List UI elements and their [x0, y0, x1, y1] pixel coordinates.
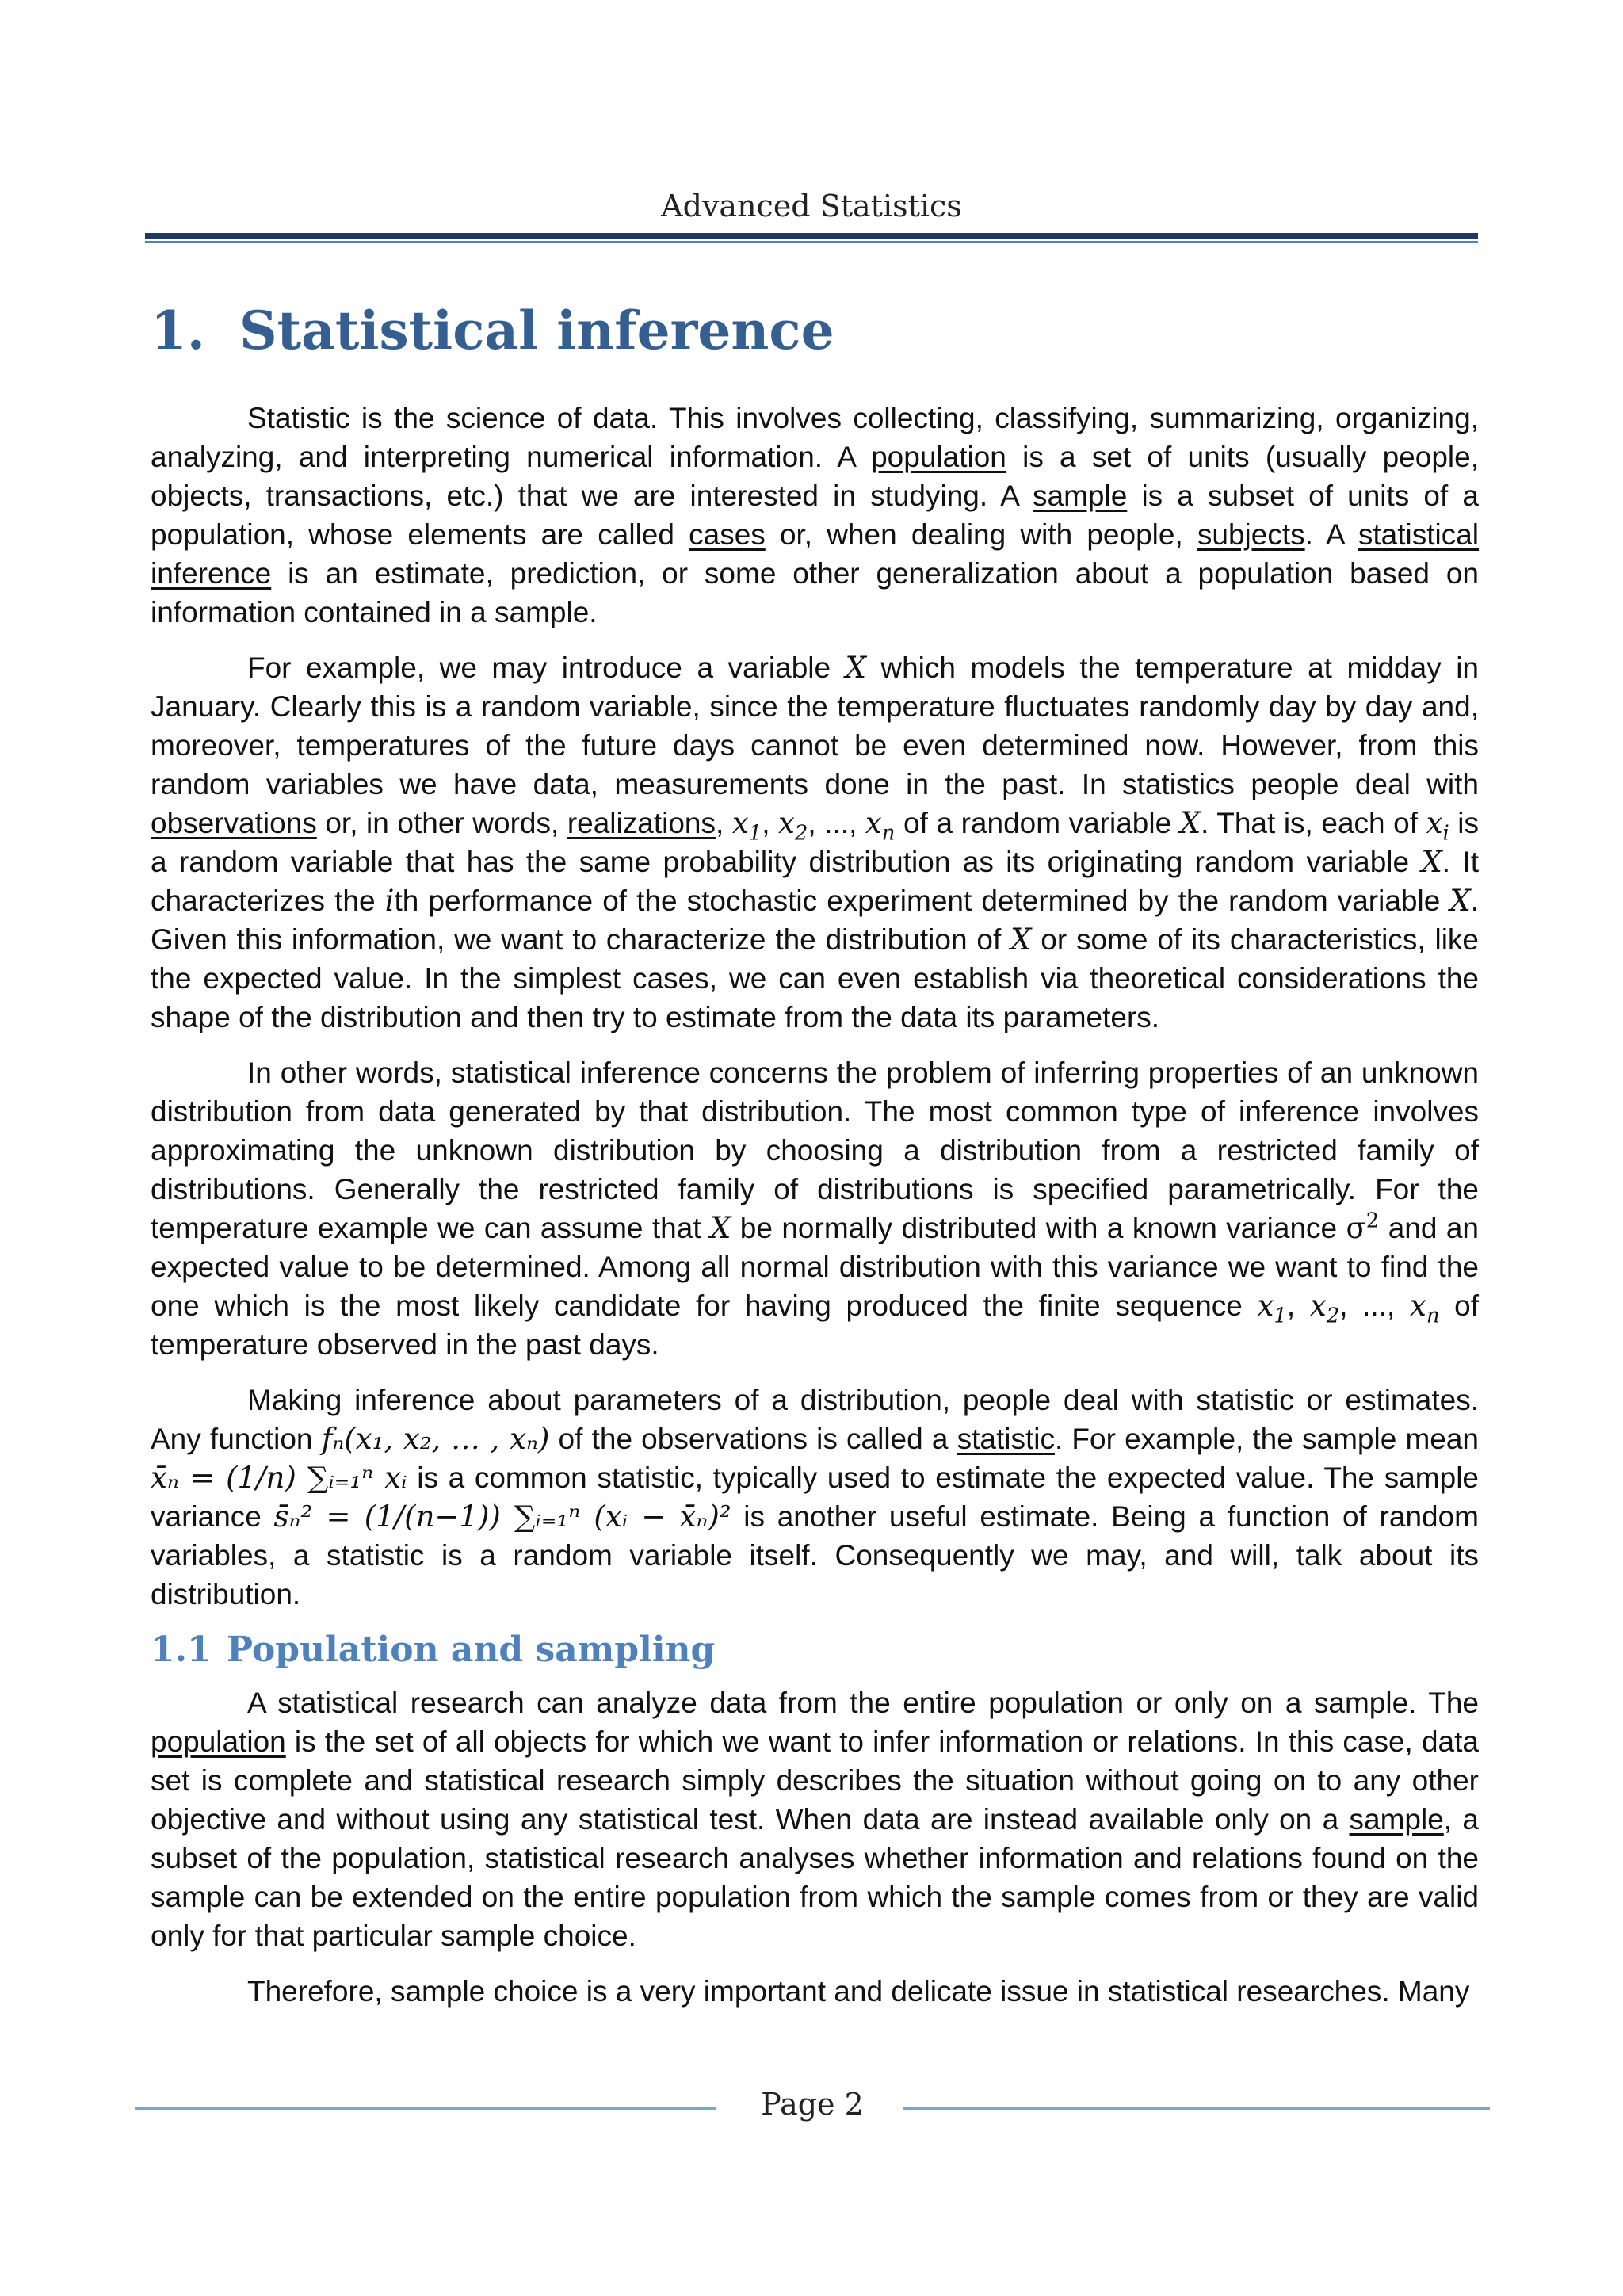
header-rule	[145, 233, 1478, 244]
section-heading	[151, 1630, 1479, 1669]
header-rule-thin	[145, 241, 1478, 243]
text: of a random variable	[895, 807, 1180, 839]
term-observations: observations	[151, 807, 317, 839]
text: or, when dealing with people,	[765, 518, 1197, 551]
math-sample-mean: x̄ₙ = (1/n) ∑ᵢ₌₁ⁿ xᵢ	[151, 1461, 407, 1495]
text: A statistical research can analyze data from the entire population or only on a sample. The	[247, 1687, 1479, 1719]
chapter-number: 1.	[151, 300, 205, 361]
math-xn: $x_n$	[1409, 1289, 1440, 1328]
paragraph-3: In other words, statistical inference concerns the problem of inferring properties of an unknown distribution from data generated by that distribution. The most common type of inference involves approximating the unknown distribution by choosing a distribution from a restricted family of distributions. Generally the restricted family of distributions is specified parametrically. For the temperature example we can assume that X be normally distributed with a known variance $\sigma^2$ and an expected value to be determined. Among all normal distribution with this variance we want to find the one which is the most likely candidate for having produced the finite sequence $x_1$, $x_2$, ..., $x_n$ of temperature observed in the past days.	[151, 1056, 1480, 1361]
term-statistical-inference: statistical inference	[151, 518, 1479, 590]
math-x2: $x_2$	[778, 806, 808, 846]
math-X: X	[1421, 845, 1442, 879]
text: ,	[715, 807, 732, 839]
chapter-title: Statistical inference	[239, 300, 834, 361]
paragraph-4	[151, 1381, 1479, 1614]
page-footer	[135, 2087, 1490, 2134]
running-header: Advanced Statistics	[661, 189, 962, 223]
ellipsis: ...	[1362, 1289, 1387, 1322]
text: or some of its characteristics, like the expected value. In the simplest cases, we can even establish via theoretical considerations the shape of the distribution and then try to estimate from the data its parameters.	[151, 923, 1480, 1033]
text: is a common statistic, typically used to estimate the expected value. The sample variance	[151, 1461, 1480, 1533]
paragraph-1	[151, 399, 1479, 632]
math-X: X	[710, 1211, 731, 1245]
text: . That is, each of	[1201, 807, 1426, 839]
text: th performance of the stochastic experiment determined by the random variable	[394, 884, 1450, 917]
text: which models the temperature at midday in January. Clearly this is a random variable, since the temperature fluctuates randomly day by day and, moreover, temperatures of the future days cannot be even determined now. However, from this random variables we have data, measurements done in the past. In statistics people deal with	[151, 651, 1479, 800]
section-title: Population and sampling	[227, 1629, 716, 1670]
text: Therefore, sample choice is a very important and delicate issue in statistical researches. Many	[247, 1975, 1470, 2008]
text: Making inference about parameters of a distribution, people deal with statistic or estimates. Any function	[151, 1384, 1479, 1455]
math-function-fn: fₙ(x₁, x₂, … , xₙ)	[321, 1422, 550, 1456]
text: of the observations is called a	[549, 1423, 957, 1455]
text: be normally distributed with a known variance	[731, 1212, 1346, 1244]
text: In other words, statistical inference concerns the problem of inferring properties of an unknown distribution from data generated by that distribution. The most common type of inference involves approximating the unknown distribution by choosing a distribution from a restricted family of distributions. Generally the restricted family of distributions is specified parametrically. For the temperature example we can assume that	[151, 1056, 1479, 1244]
text: For example, we may introduce a variable	[247, 651, 846, 684]
math-x1: $x_1$	[1257, 1289, 1287, 1328]
text: or, in other words,	[316, 807, 567, 839]
math-X: X	[845, 651, 866, 685]
header-rule-thick	[145, 233, 1478, 239]
math-X: X	[1179, 806, 1201, 840]
term-sample: sample	[1349, 1803, 1444, 1836]
math-X: X	[1010, 923, 1032, 957]
ellipsis: ...	[824, 807, 850, 839]
text: of temperature observed in the past days.	[151, 1289, 1480, 1361]
text: and an expected value to be determined. Among all normal distribution with this variance we want to find the one which is the most likely candidate for having produced the finite sequence	[151, 1212, 1479, 1322]
text: Statistic is the science of data. This involves collecting, classifying, summarizing, organizing, analyzing, and interpreting numerical information. A	[151, 402, 1479, 473]
term-population: population	[151, 1725, 286, 1758]
math-X: X	[1449, 884, 1471, 918]
math-x2: $x_2$	[1309, 1289, 1340, 1328]
text: . Given this information, we want to characterize the distribution of	[151, 884, 1479, 956]
math-xi: $x_i$	[1426, 806, 1449, 846]
text: is a subset of units of a population, whose elements are called	[151, 479, 1479, 551]
term-population: population	[871, 441, 1006, 473]
page-number: Page 2	[761, 2087, 864, 2122]
section-number: 1.1	[151, 1629, 212, 1670]
math-sample-variance: s̄ₙ² = (1/(n−1)) ∑ᵢ₌₁ⁿ (xᵢ − x̄ₙ)²	[273, 1499, 731, 1534]
body-text	[151, 399, 1479, 2027]
text: is another useful estimate. Being a function of random variables, a statistic is a random variable itself. Consequently we may, and will, talk about its distribution.	[151, 1500, 1479, 1610]
text: is a random variable that has the same probability distribution as its originating random variable	[151, 807, 1480, 878]
text: is the set of all objects for which we want to infer information or relations. In this case, data set is complete and statistical research simply describes the situation without going on to any other objective and without using any statistical test. When data are instead available only on a	[151, 1725, 1479, 1836]
math-sigma-squared: $\sigma^2$	[1346, 1209, 1380, 1245]
math-i: i	[384, 884, 395, 918]
math-xn: $x_n$	[865, 806, 896, 846]
paragraph-6	[151, 1972, 1479, 2011]
term-realizations: realizations	[567, 807, 716, 839]
text: , a subset of the population, statistical research analyses whether information and relations found on the sample can be extended on the entire population from which the sample comes from or they are valid only for that particular sample choice.	[151, 1803, 1479, 1952]
text: . For example, the sample mean	[1054, 1423, 1479, 1455]
text: . A	[1304, 518, 1358, 551]
paragraph-2: For example, we may introduce a variable X which models the temperature at midday in January. Clearly this is a random variable, since the temperature fluctuates randomly day by day and, moreover, temperatures of the future days cannot be even determined now. However, from this random variables we have data, measurements done in the past. In statistics people deal with observations or, in other words, realizations, $x_1$, $x_2$, ..., $x_n$ of a random variable X. That is, each of $x_i$ is a random variable that has the same probability distribution as its originating random variable X. It characterizes the ith performance of the stochastic experiment determined by the random variable X. Given this information, we want to characterize the distribution of X or some of its characteristics, like the expected value. In the simplest cases, we can even establish via theoretical considerations the shape of the distribution and then try to estimate from the data its parameters.	[151, 651, 1480, 1033]
term-sample: sample	[1033, 479, 1128, 512]
term-cases: cases	[689, 518, 766, 551]
text: is a set of units (usually people, objects, transactions, etc.) that we are interested in studying. A	[151, 441, 1479, 512]
paragraph-5	[151, 1683, 1479, 1955]
term-subjects: subjects	[1197, 518, 1305, 551]
text: . It characterizes the	[151, 846, 1479, 917]
term-statistic: statistic	[957, 1423, 1055, 1455]
math-x1: $x_1$	[731, 806, 762, 846]
text: is an estimate, prediction, or some other generalization about a population based on information contained in a sample.	[151, 557, 1479, 628]
chapter-heading	[151, 300, 834, 361]
